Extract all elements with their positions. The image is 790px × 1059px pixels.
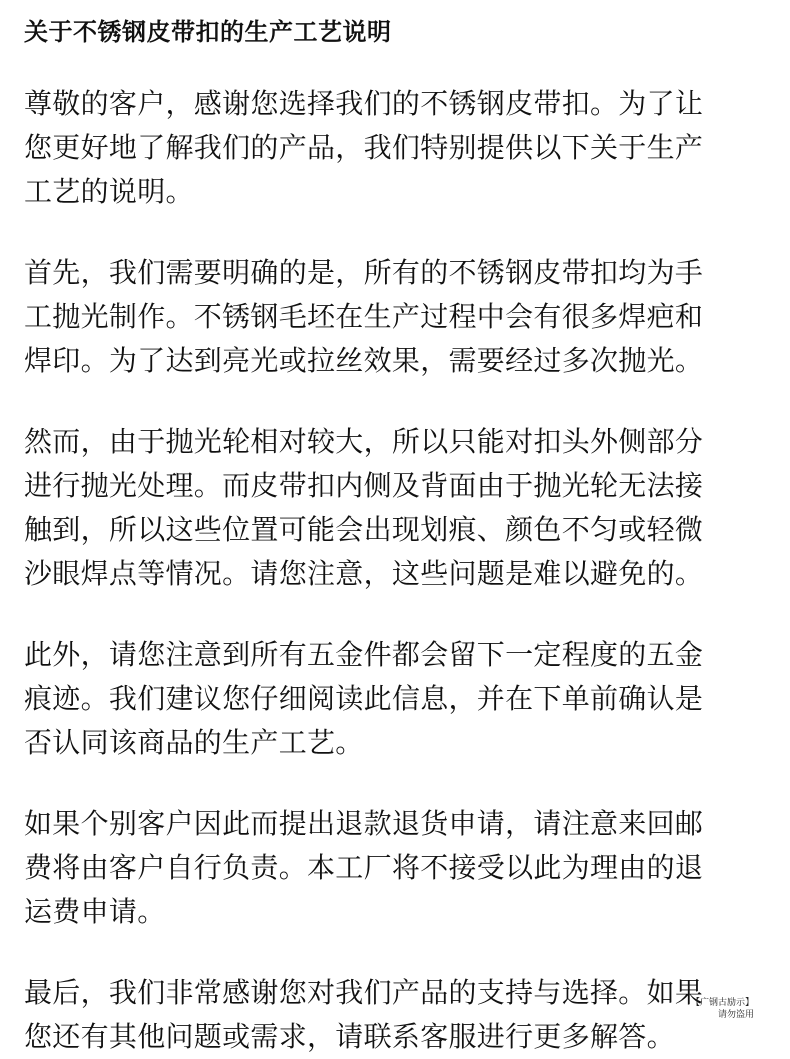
paragraph-line: 触到，所以这些位置可能会出现划痕、颜色不匀或轻微 bbox=[24, 513, 704, 546]
paragraph-line: 您更好地了解我们的产品，我们特别提供以下关于生产 bbox=[24, 131, 704, 164]
paragraph-line: 工艺的说明。 bbox=[24, 175, 194, 208]
watermark-line: 【广钢古励示】 bbox=[690, 998, 754, 1008]
paragraph-line: 首先，我们需要明确的是，所有的不锈钢皮带扣均为手 bbox=[24, 256, 704, 289]
paragraph-line: 最后，我们非常感谢您对我们产品的支持与选择。如果 bbox=[24, 976, 704, 1009]
paragraph-line: 此外，请您注意到所有五金件都会留下一定程度的五金 bbox=[24, 638, 704, 671]
paragraph-line: 进行抛光处理。而皮带扣内侧及背面由于抛光轮无法接 bbox=[24, 469, 704, 502]
paragraph-intro bbox=[24, 82, 762, 214]
watermark-line: 请勿盗用 bbox=[717, 1010, 754, 1020]
paragraph-line: 然而，由于抛光轮相对较大，所以只能对扣头外侧部分 bbox=[24, 425, 704, 458]
paragraph-line: 如果个别客户因此而提出退款退货申请，请注意来回邮 bbox=[24, 807, 704, 840]
paragraph-line: 沙眼焊点等情况。请您注意，这些问题是难以避免的。 bbox=[24, 557, 704, 590]
paragraph-line: 费将由客户自行负责。本工厂将不接受以此为理由的退 bbox=[24, 851, 704, 884]
watermark bbox=[691, 997, 754, 1021]
paragraph-line: 工抛光制作。不锈钢毛坯在生产过程中会有很多焊疤和 bbox=[24, 300, 704, 333]
document-title: 关于不锈钢皮带扣的生产工艺说明 bbox=[24, 18, 392, 46]
paragraph-line: 您还有其他问题或需求，请联系客服进行更多解答。 bbox=[24, 1020, 675, 1053]
paragraph-finally bbox=[24, 971, 762, 1059]
paragraph-line: 运费申请。 bbox=[24, 895, 166, 928]
paragraph-first bbox=[24, 251, 762, 383]
paragraph-line: 否认同该商品的生产工艺。 bbox=[24, 726, 364, 759]
paragraph-line: 焊印。为了达到亮光或拉丝效果，需要经过多次抛光。 bbox=[24, 344, 704, 377]
paragraph-additionally bbox=[24, 633, 762, 765]
paragraph-line: 痕迹。我们建议您仔细阅读此信息，并在下单前确认是 bbox=[24, 682, 704, 715]
paragraph-line: 尊敬的客户，感谢您选择我们的不锈钢皮带扣。为了让 bbox=[24, 87, 704, 120]
paragraph-however bbox=[24, 420, 762, 596]
paragraph-refund bbox=[24, 802, 762, 934]
